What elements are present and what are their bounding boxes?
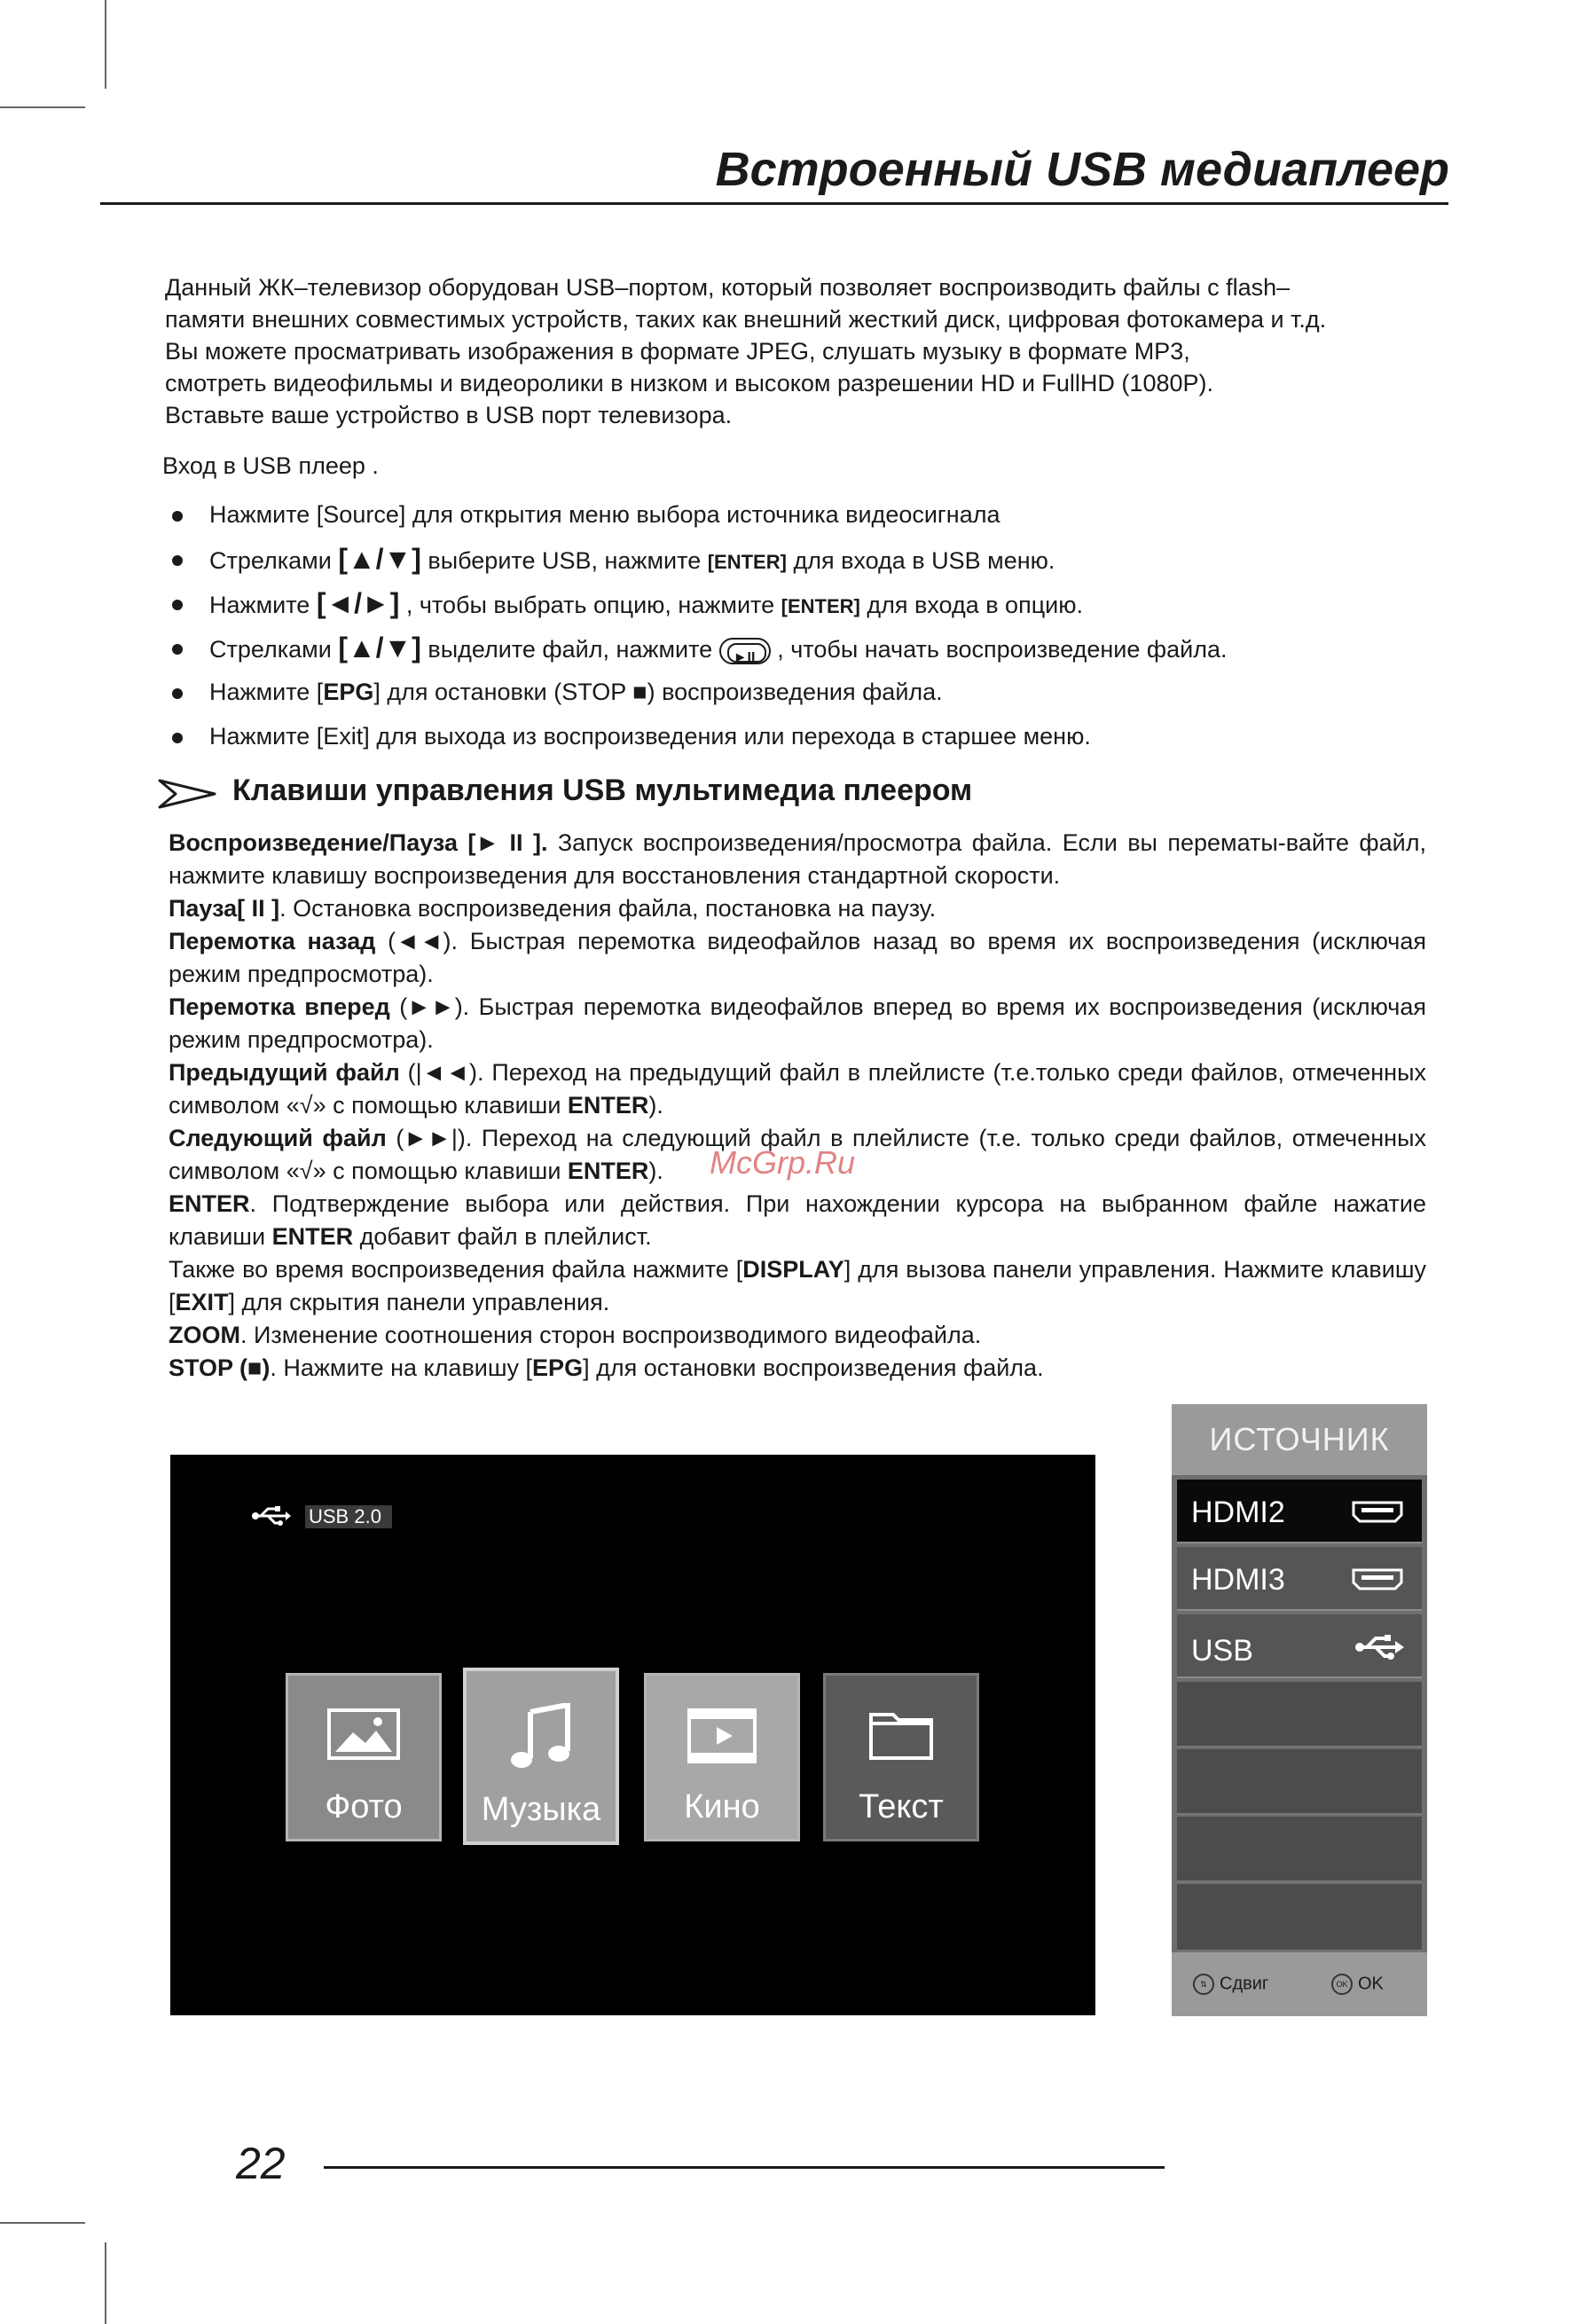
exit-key: EXIT [175,1289,229,1315]
film-icon [687,1708,757,1764]
footer-ok-hint [1331,1974,1384,1995]
ok-button-icon: OK [1331,1974,1353,1995]
control-text: ). [648,1092,663,1119]
control-previous [169,1056,1426,1122]
list-item-text: ] для остановки (STOP ■) воспроизведения файла. [373,679,943,705]
list-item-text: для входа в опцию. [859,592,1083,618]
control-play-pause [169,827,1426,892]
control-text: . Остановка воспроизведения файла, постановка на паузу. [279,895,937,922]
control-text: . Подтверждение выбора или действия. При нахождении курсора на выбранном файле нажатие клавиши [169,1190,1426,1250]
source-item-label: HDMI3 [1191,1563,1285,1597]
crop-mark [0,106,85,108]
source-item-empty [1177,1749,1422,1815]
media-tile-music[interactable] [463,1668,619,1845]
list-item-text: , чтобы выбрать опцию, нажмите [399,592,781,618]
media-tile-photo[interactable] [286,1673,442,1841]
media-tile-movie[interactable] [644,1673,800,1841]
photo-icon [326,1708,401,1761]
enter-key: ENTER [271,1223,354,1250]
list-item-text: выберите USB, нажмите [420,547,708,574]
bullet-dot [172,688,183,699]
epg-key: EPG [532,1354,584,1381]
source-item-usb[interactable] [1177,1614,1422,1678]
control-label: Воспроизведение/Пауза [► II ]. [169,829,548,856]
tile-label: Фото [325,1788,403,1825]
control-fast-forward [169,991,1426,1056]
intro-line: памяти внешних совместимых устройств, таких как внешний жесткий диск, цифровая фотокамера и т.д. [165,306,1327,333]
control-text: Также во время воспроизведения файла нажмите [ [169,1256,743,1283]
hdmi-port-icon [1351,1499,1404,1524]
controls-description [169,827,1426,1385]
control-text: (►►|). Переход на следующий файл в плейлисте (т.е. только среди файлов, отмеченных символом «√» с помощью клавиши [169,1125,1426,1184]
control-label: Перемотка вперед [169,993,390,1020]
control-enter [169,1188,1426,1253]
list-item-text: , чтобы начать воспроизведение файла. [770,636,1228,663]
list-item [169,541,1446,585]
crop-mark [0,2222,85,2224]
control-text: (|◄◄). Переход на предыдущий файл в плейлисте (т.е.только среди файлов, отмеченных символом «√» с помощью клавиши [169,1059,1427,1119]
enter-key: [ENTER] [781,595,860,617]
list-item [169,497,1446,541]
footer-ok-label: OK [1358,1974,1384,1994]
source-item-hdmi2[interactable] [1177,1480,1422,1543]
control-display [169,1253,1426,1319]
control-text: (►►). Быстрая перемотка видеофайлов вперед во время их воспроизведения (исключая режим предпросмотра). [169,993,1426,1053]
control-text: . Нажмите на клавишу [ [270,1354,533,1381]
list-item-text: Стрелками [209,547,339,574]
control-label: ENTER [169,1190,250,1217]
list-item-text: выделите файл, нажмите [420,636,719,663]
list-item-text: Нажмите [Source] для открытия меню выбора источника видеосигнала [209,501,1000,528]
footer-move-label: Сдвиг [1220,1974,1269,1994]
bullet-dot [172,600,183,610]
usb-icon [1354,1634,1404,1661]
control-rewind [169,925,1426,991]
list-item-text: Нажмите [209,592,317,618]
footer-move-hint [1193,1974,1268,1995]
list-item-text: Стрелками [209,636,339,663]
control-label: Перемотка назад [169,928,376,954]
instruction-list [169,497,1446,763]
display-key: DISPLAY [742,1256,844,1283]
footer-rule [324,2166,1165,2169]
play-pause-key-icon [719,638,771,664]
tile-label: Музыка [481,1791,601,1828]
control-label: Предыдущий файл [169,1059,400,1086]
control-zoom [169,1319,1426,1352]
folder-icon [868,1708,934,1761]
control-text: (◄◄). Быстрая перемотка видеофайлов назад во время их воспроизведения (исключая режим предпросмотра). [169,928,1426,987]
list-item-text: Нажмите [Exit] для выхода из воспроизведения или перехода в старшее меню. [209,723,1091,750]
music-note-icon [509,1703,573,1770]
control-text: ] для остановки воспроизведения файла. [583,1354,1044,1381]
source-menu [1172,1404,1427,2016]
intro-paragraph [165,271,1460,431]
watermark: McGrp.Ru [710,1144,856,1181]
enter-key: ENTER [567,1092,649,1119]
intro-line: Данный ЖК–телевизор оборудован USB–портом, который позволяет воспроизводить файлы с flash– [165,274,1291,301]
list-item-text: Нажмите [ [209,679,324,705]
source-item-hdmi3[interactable] [1177,1547,1422,1611]
source-item-label: HDMI2 [1191,1496,1285,1529]
source-item-empty [1177,1817,1422,1882]
source-item-empty [1177,1884,1422,1951]
list-item [169,585,1446,630]
section-heading: Клавиши управления USB мультимедиа плеером [232,773,973,807]
source-menu-title: ИСТОЧНИК [1172,1404,1427,1475]
bullet-dot [172,555,183,566]
enter-key: ENTER [567,1158,649,1184]
control-label: STOP (■) [169,1354,271,1381]
arrow-keys-up-down: [▲/▼] [338,543,421,575]
control-text: добавит файл в плейлист. [353,1223,652,1250]
media-tile-text[interactable] [823,1673,979,1841]
arrow-keys-up-down: [▲/▼] [338,632,421,663]
control-pause [169,892,1426,925]
control-stop [169,1352,1426,1385]
control-text: ] для скрытия панели управления. [228,1289,610,1315]
list-item-text: для входа в USB меню. [786,547,1055,574]
intro-line: смотреть видеофильмы и видеоролики в низком и высоком разрешении HD и FullHD (1080P). [165,370,1213,396]
bullet-dot [172,733,183,743]
control-text: ] для вызова панели управления. Нажмите клавишу [ [169,1256,1426,1315]
navigate-icon: ⇅ [1193,1974,1214,1995]
usb-version-label: USB 2.0 [305,1505,392,1528]
control-label: ZOOM [169,1322,240,1348]
epg-key: EPG [323,679,374,705]
section-arrow-icon [158,779,216,809]
tile-label: Текст [859,1788,944,1825]
entry-heading: Вход в USB плеер . [162,452,379,479]
play-pause-key-label: ►II [733,649,756,665]
source-item-label: USB [1191,1634,1253,1668]
control-label: Следующий файл [169,1125,387,1151]
bullet-dot [172,644,183,655]
arrow-keys-left-right: [◄/►] [316,587,400,619]
list-item [169,630,1446,674]
intro-line: Вы можете просматривать изображения в формате JPEG, слушать музыку в формате MP3, [165,338,1190,365]
crop-mark [105,2242,106,2324]
tile-label: Кино [684,1788,760,1825]
intro-line: Вставьте ваше устройство в USB порт телевизора. [165,402,733,428]
title-rule [100,202,1448,205]
source-item-empty [1177,1682,1422,1747]
usb-media-screen [170,1455,1095,2015]
control-label: Пауза[ II ] [169,895,280,922]
usb-icon [252,1504,291,1527]
hdmi-port-icon [1351,1566,1404,1591]
source-menu-footer [1172,1952,1427,2016]
list-item [169,674,1446,718]
bullet-dot [172,511,183,522]
list-item [169,718,1446,763]
enter-key: [ENTER] [707,551,787,573]
page-number: 22 [236,2139,286,2188]
page-title: Встроенный USB медиаплеер [715,143,1449,196]
control-text: . Изменение соотношения сторон воспроизводимого видеофайла. [240,1322,982,1348]
crop-mark [105,0,106,89]
control-text: Запуск воспроизведения/просмотра файла. Если вы перематы-вайте файл, нажмите клавишу воспроизведения для восстановления стандартной скорости. [169,829,1426,889]
control-text: ). [648,1158,663,1184]
